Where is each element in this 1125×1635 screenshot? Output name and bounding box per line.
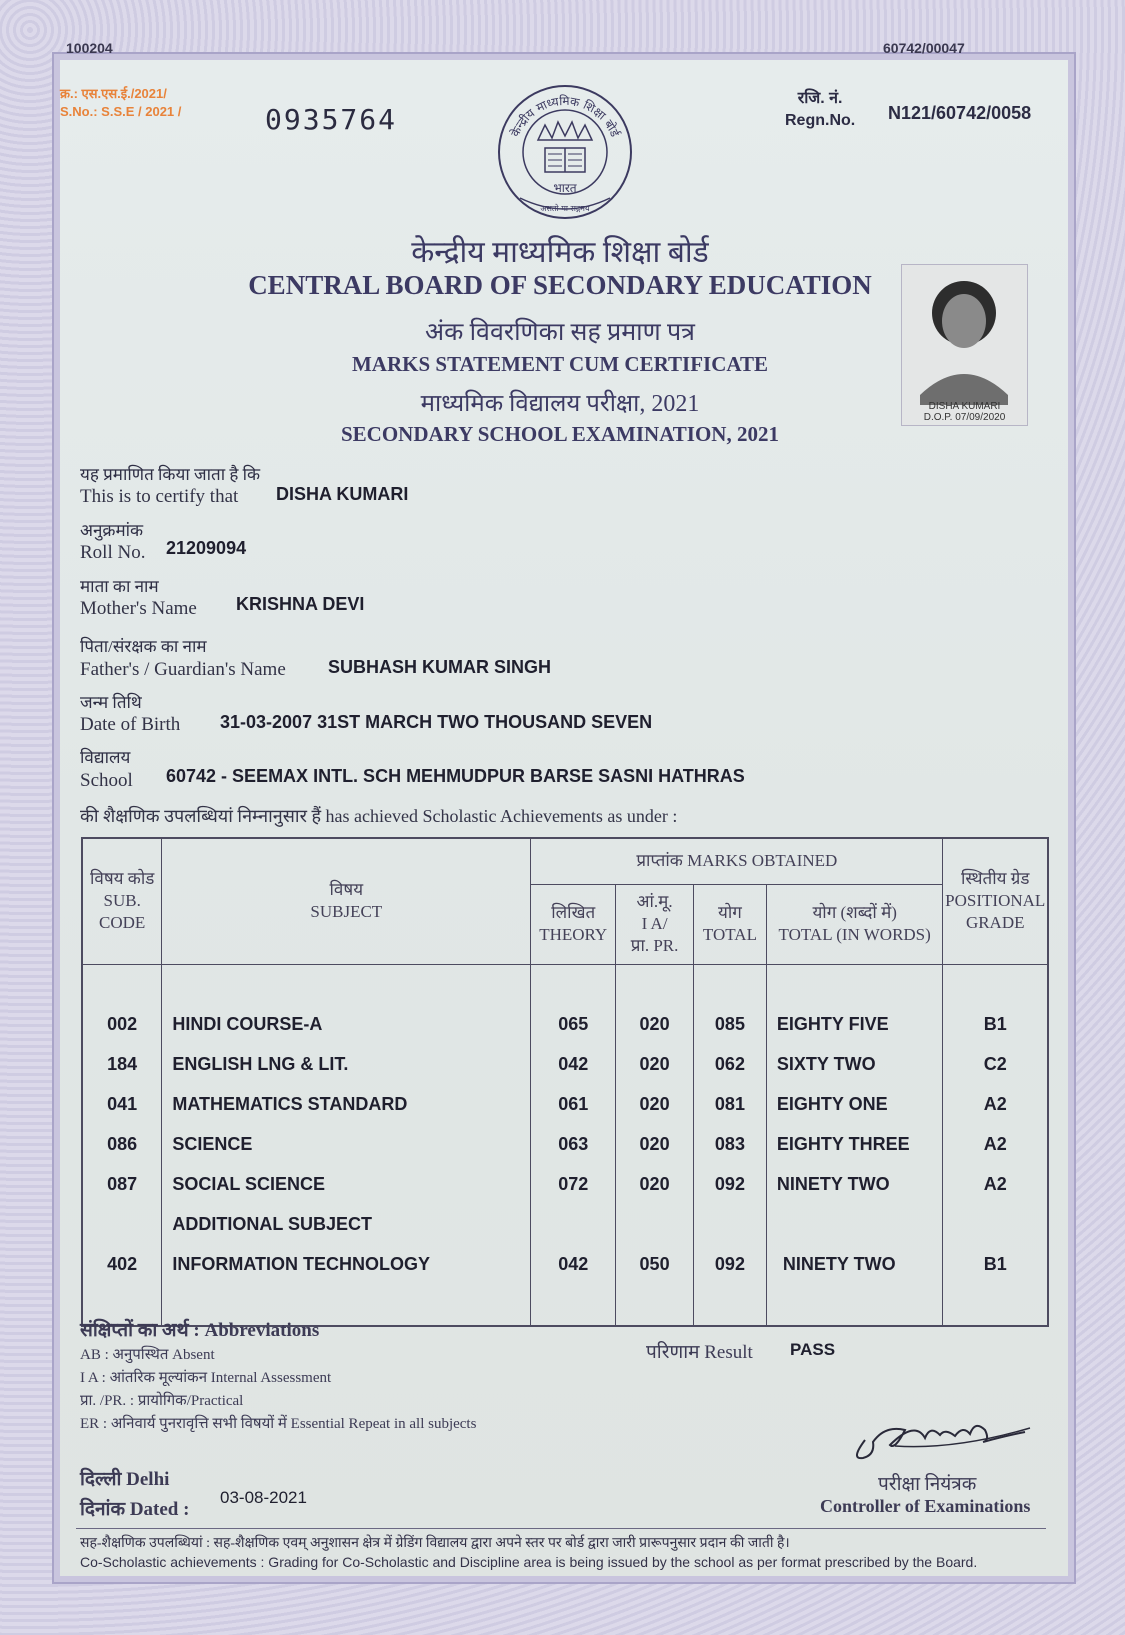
header-ia [616,884,694,964]
result-value: PASS [790,1340,836,1359]
photo-caption-name: DISHA KUMARI [928,401,1001,412]
cell-ia: 020 [616,1165,694,1205]
cell-ia: 050 [616,1245,694,1285]
issue-date: 03-08-2021 [220,1488,307,1507]
header-marks-obtained: प्राप्तांक MARKS OBTAINED [531,838,943,884]
photo-caption-dop: D.O.P. 07/09/2020 [923,412,1006,423]
header-grade-hi: स्थितीय ग्रेड [961,869,1030,889]
abbr-practical: प्रा. /PR. : प्रायोगिक/Practical [80,1393,244,1409]
student-photo [901,264,1028,426]
header-subject-en: SUBJECT [310,902,383,922]
cbse-logo [490,80,640,230]
cell-total: 062 [693,1045,766,1085]
achievement-line: की शैक्षणिक उपलब्धियां निम्नानुसार हैं has achieved Scholastic Achievements as under : [80,806,678,826]
additional-subject-heading: ADDITIONAL SUBJECT [162,1205,531,1245]
lamp-flame-icon [538,122,592,140]
certificate-title-en: MARKS STATEMENT CUM CERTIFICATE [351,352,768,376]
header-subject-hi: विषय [329,880,364,900]
header-sub-code-en2: CODE [99,913,146,933]
cell-words: EIGHTY FIVE [766,1005,943,1045]
cell-theory: 063 [531,1125,616,1165]
cell-words: SIXTY TWO [766,1045,943,1085]
cell-subject: SOCIAL SCIENCE [162,1165,531,1205]
cell-code: 184 [82,1045,162,1085]
registration-label-hi: रजि. नं. [797,90,843,107]
cell-theory: 065 [531,1005,616,1045]
roll-number: 21209094 [166,538,247,558]
cell-words: EIGHTY THREE [766,1125,943,1165]
cell-total: 081 [693,1085,766,1125]
abbr-absent: AB : अनुपस्थित Absent [80,1347,215,1363]
cell-grade: A2 [943,1165,1048,1205]
header-ia-en: I A/ [641,914,668,933]
table-row [82,1245,1048,1285]
table-row [82,1085,1048,1125]
board-title-hi: केन्द्रीय माध्यमिक शिक्षा बोर्ड [411,236,709,269]
cell-subject: ENGLISH LNG & LIT. [162,1045,531,1085]
exam-title-en: SECONDARY SCHOOL EXAMINATION, 2021 [341,422,779,446]
controller-title-en: Controller of Examinations [820,1496,1031,1516]
controller-signature [845,1400,1035,1470]
cell-total: 085 [693,1005,766,1045]
header-theory [531,884,616,964]
cell-code: 002 [82,1005,162,1045]
cell-code: 087 [82,1165,162,1205]
cell-ia: 020 [616,1005,694,1045]
cell-theory: 072 [531,1165,616,1205]
serial-prefix [60,85,181,121]
cell-theory: 061 [531,1085,616,1125]
header-total-words-hi: योग (शब्दों में) [812,903,897,922]
header-ia-hi: आं.मू. [636,892,673,911]
header-total-en: TOTAL [702,925,757,944]
controller-title-hi: परीक्षा नियंत्रक [878,1474,977,1495]
marks-table [81,837,1049,1327]
board-title-en: CENTRAL BOARD OF SECONDARY EDUCATION [248,270,872,300]
header-sub-code [82,838,162,964]
cell-theory: 042 [531,1245,616,1285]
cell-total: 092 [693,1165,766,1205]
serial-prefix-hi: क्र.: एस.एस.ई./2021/ [60,86,167,101]
mother-label-en: Mother's Name [80,598,197,619]
cell-grade: B1 [943,1245,1048,1285]
cell-total: 092 [693,1245,766,1285]
registration-label [785,88,855,132]
footer-note-hi: सह-शैक्षणिक उपलब्धियां : सह-शैक्षणिक एवम् अनुशासन क्षेत्र में ग्रेडिंग विद्यालय द्वारा अपने स्तर पर बोर्ड द्वारा जारी प्रारूपनुसार प्रदान की जाती है। [80,1536,790,1551]
cell-ia: 020 [616,1085,694,1125]
roll-label-en: Roll No. [80,542,146,563]
cell-code: 086 [82,1125,162,1165]
certify-label-hi: यह प्रमाणित किया जाता है कि [80,465,261,484]
cell-code: 041 [82,1085,162,1125]
student-name: DISHA KUMARI [276,484,409,504]
abbreviations-title: संक्षिप्तों का अर्थ : Abbreviations [80,1320,320,1341]
footer-divider [76,1528,1046,1529]
place-label: दिल्ली Delhi [80,1469,170,1490]
roll-label-hi: अनुक्रमांक [80,521,144,540]
serial-prefix-en: S.No.: S.S.E / 2021 / [60,104,182,119]
corner-number-right: 60742/00047 [883,40,965,56]
header-sub-code-hi: विषय कोड [89,869,155,889]
header-total [693,884,766,964]
header-total-words [766,884,943,964]
date-of-birth: 31-03-2007 31ST MARCH TWO THOUSAND SEVEN [220,712,653,732]
father-label-hi: पिता/संरक्षक का नाम [80,637,207,656]
logo-top-text: केन्द्रीय माध्यमिक शिक्षा बोर्ड [507,93,623,139]
registration-label-en: Regn.No. [785,112,856,129]
school-label-en: School [80,770,133,791]
header-pr: प्रा. PR. [630,936,679,955]
header-theory-en: THEORY [539,925,608,944]
cell-words: EIGHTY ONE [766,1085,943,1125]
header-theory-hi: लिखित [551,903,596,922]
header-grade [943,838,1048,964]
table-row [82,1045,1048,1085]
cell-grade: A2 [943,1125,1048,1165]
header-sub-code-en1: SUB. [103,891,141,911]
footer-note-en: Co-Scholastic achievements : Grading for Co-Scholastic and Discipline area is being issued by the school as per format prescribed by the Board. [80,1554,978,1570]
dob-label-en: Date of Birth [80,714,181,735]
cell-subject: SCIENCE [162,1125,531,1165]
table-row [82,1125,1048,1165]
mother-label-hi: माता का नाम [80,577,159,596]
father-label-en: Father's / Guardian's Name [80,659,286,680]
cell-total: 083 [693,1125,766,1165]
cell-ia: 020 [616,1125,694,1165]
cell-subject: INFORMATION TECHNOLOGY [162,1245,531,1285]
table-row [82,1005,1048,1045]
cell-ia: 020 [616,1045,694,1085]
abbr-internal-assessment: I A : आंतरिक मूल्यांकन Internal Assessment [80,1370,332,1386]
table-row [82,1165,1048,1205]
cell-grade: A2 [943,1085,1048,1125]
cell-subject: MATHEMATICS STANDARD [162,1085,531,1125]
header-total-words-en: TOTAL (IN WORDS) [778,925,931,944]
certify-label-en: This is to certify that [80,486,239,507]
header-grade-en2: GRADE [965,913,1025,933]
dated-label: दिनांक Dated : [80,1499,190,1520]
header-total-hi: योग [718,903,742,922]
serial-number: 0935764 [265,103,398,136]
abbr-essential-repeat: ER : अनिवार्य पुनरावृत्ति सभी विषयों में Essential Repeat in all subjects [80,1416,477,1432]
cell-subject: HINDI COURSE-A [162,1005,531,1045]
table-row-additional-heading [82,1205,1048,1245]
cell-code: 402 [82,1245,162,1285]
cell-words: NINETY TWO [766,1245,943,1285]
mother-name: KRISHNA DEVI [236,594,365,614]
logo-motto: असतो मा सद्गमय [540,204,590,213]
corner-number-left: 100204 [66,40,113,56]
registration-number: N121/60742/0058 [888,103,1032,123]
cell-words: NINETY TWO [766,1165,943,1205]
certificate-title-hi: अंक विवरणिका सह प्रमाण पत्र [425,319,695,346]
header-grade-en1: POSITIONAL [945,891,1046,911]
cell-theory: 042 [531,1045,616,1085]
school-name: 60742 - SEEMAX INTL. SCH MEHMUDPUR BARSE SASNI HATHRAS [166,766,745,786]
cell-grade: C2 [943,1045,1048,1085]
exam-title-hi: माध्यमिक विद्यालय परीक्षा, 2021 [420,391,700,417]
school-label-hi: विद्यालय [80,748,131,767]
father-name: SUBHASH KUMAR SINGH [328,657,552,677]
header-subject [162,838,531,964]
cell-grade: B1 [943,1005,1048,1045]
logo-mid-text: भारत [553,181,577,195]
result-label: परिणाम Result [646,1342,753,1363]
dob-label-hi: जन्म तिथि [80,693,142,712]
